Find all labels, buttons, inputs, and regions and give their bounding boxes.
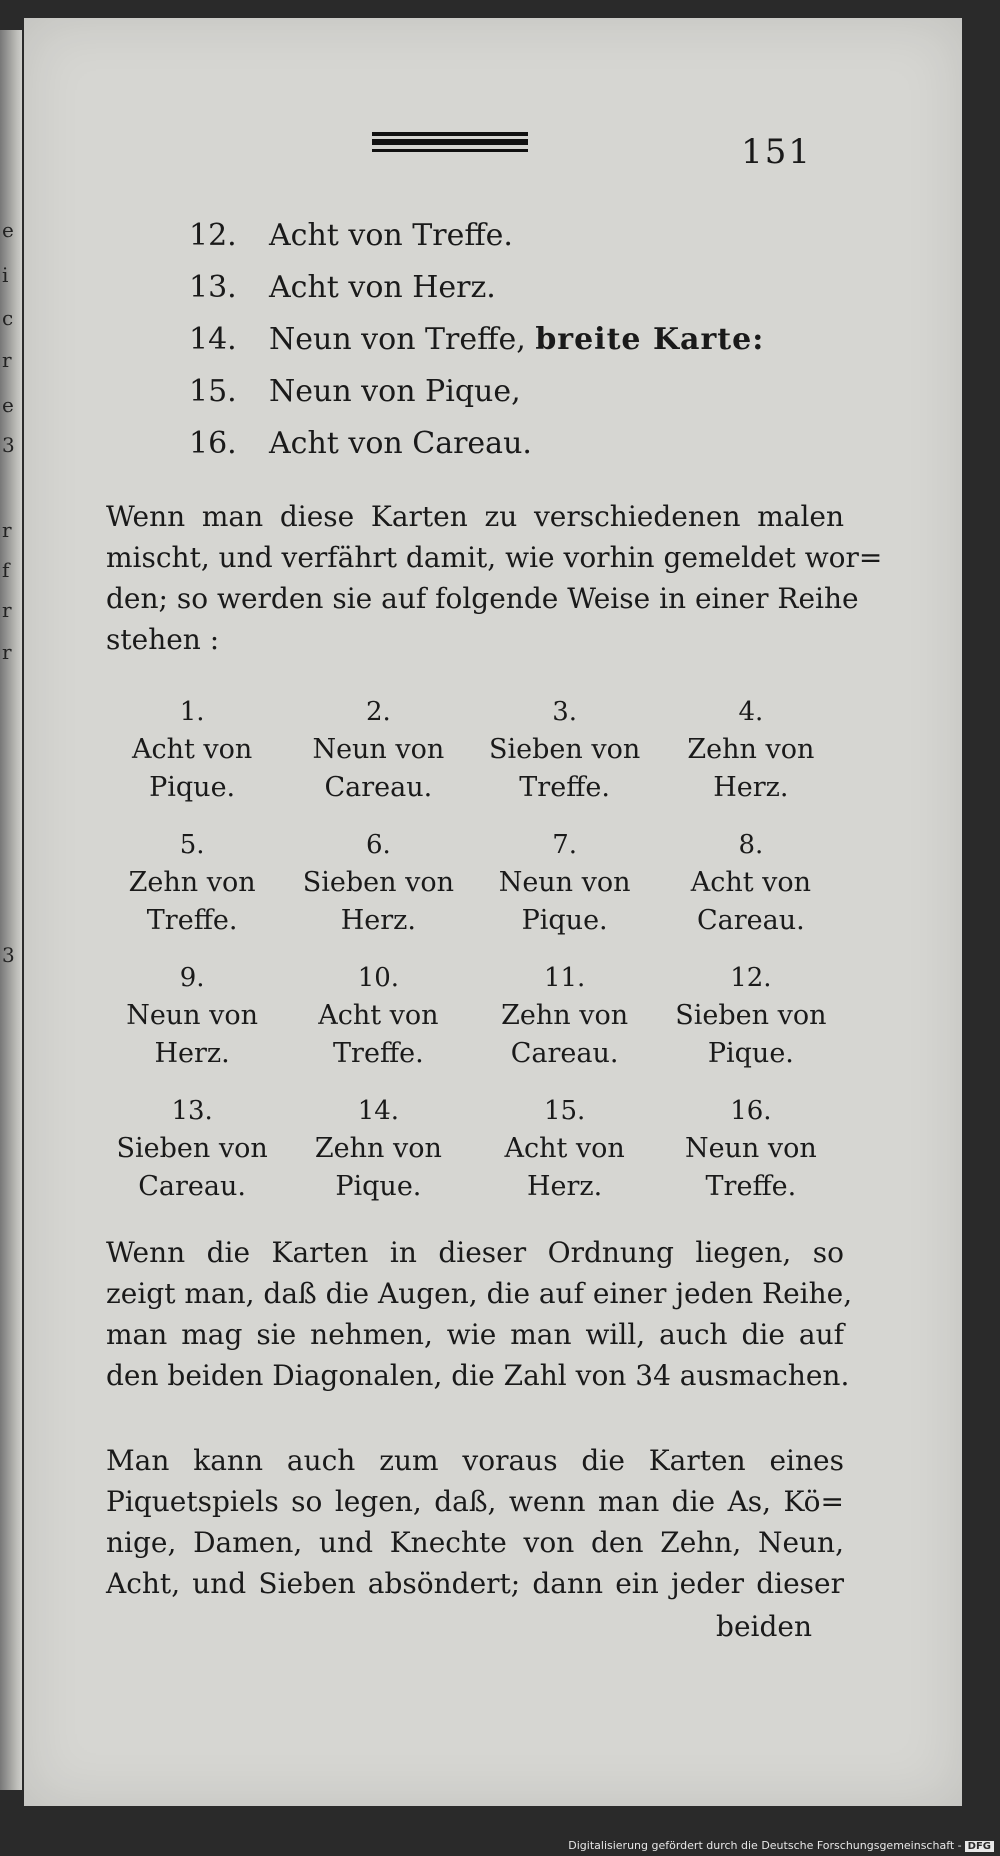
cell-number: 8.: [738, 830, 764, 860]
cell-line: Zehn von: [687, 734, 815, 765]
grid-cell: [472, 959, 658, 1092]
grid-cell: [658, 693, 844, 826]
list-item: [189, 218, 764, 270]
grid-cell: [658, 826, 844, 959]
list-item: [189, 374, 764, 426]
cell-line: Pique.: [149, 772, 236, 803]
grid-cell: [99, 959, 285, 1092]
cell-number: 15.: [543, 1096, 586, 1126]
cell-line: Treffe.: [333, 1038, 424, 1069]
margin-letter: r: [2, 598, 12, 622]
cell-number: 14.: [357, 1096, 400, 1126]
cell-number: 12.: [730, 963, 772, 993]
text-line: mischt, und verfährt damit, wie vorhin gemeldet wor=: [106, 541, 883, 574]
cell-line: Careau.: [138, 1171, 246, 1202]
grid-row: [99, 693, 844, 826]
cell-line: Zehn von: [501, 1000, 629, 1031]
credit-text: Digitalisierung gefördert durch die Deutsche Forschungsgemeinschaft -: [568, 1839, 962, 1852]
cell-line: Careau.: [697, 905, 805, 936]
cell-line: Pique.: [707, 1038, 794, 1069]
cell-line: Acht von: [131, 734, 253, 765]
cell-line: Acht von: [690, 867, 812, 898]
cell-line: Neun von: [126, 1000, 259, 1031]
cell-line: Careau.: [324, 772, 433, 803]
text-line: Wenn man diese Karten zu verschiedenen malen: [106, 500, 844, 533]
cell-line: Neun von: [498, 867, 631, 898]
grid-cell: [658, 1092, 844, 1225]
cell-line: Acht von: [318, 1000, 439, 1031]
cell-line: Neun von: [684, 1133, 817, 1164]
grid-cell: [99, 693, 285, 826]
grid-cell: [99, 826, 285, 959]
cell-line: Acht von: [504, 1133, 625, 1164]
list-number: 15.: [189, 374, 237, 409]
cell-line: Careau.: [510, 1038, 619, 1069]
grid-cell: [285, 826, 471, 959]
text-line: nige, Damen, und Knechte von den Zehn, Neun,: [106, 1526, 844, 1559]
paragraph-shuffle: [106, 496, 883, 660]
cell-line: Pique.: [335, 1171, 422, 1202]
catchword: beiden: [716, 1610, 812, 1643]
paragraph-piquet: [106, 1440, 844, 1604]
list-number: 12.: [189, 218, 237, 253]
list-text: Acht von Careau.: [269, 426, 532, 461]
list-item: [189, 426, 764, 478]
cell-line: Treffe.: [146, 905, 238, 936]
text-line: den; so werden sie auf folgende Weise in einer Reihe: [106, 582, 859, 615]
text-line: den beiden Diagonalen, die Zahl von 34 ausmachen.: [106, 1359, 850, 1392]
text-line: Man kann auch zum voraus die Karten eines: [106, 1444, 844, 1477]
cell-line: Zehn von: [314, 1133, 442, 1164]
text-line: Piquetspiels so legen, daß, wenn man die As, Kö=: [106, 1485, 844, 1518]
card-grid: [99, 693, 844, 1225]
cell-line: Herz.: [713, 772, 789, 803]
cell-number: 16.: [730, 1096, 772, 1126]
cell-line: Treffe.: [519, 772, 610, 803]
cell-number: 3.: [552, 697, 578, 727]
cell-number: 10.: [357, 963, 400, 993]
grid-cell: [99, 1092, 285, 1225]
header-rule: [372, 132, 528, 154]
grid-row: [99, 1092, 844, 1225]
grid-cell: [658, 959, 844, 1092]
grid-cell: [472, 826, 658, 959]
margin-letter: r: [2, 640, 12, 664]
grid-cell: [472, 693, 658, 826]
cell-line: Herz.: [527, 1171, 603, 1202]
grid-cell: [285, 1092, 471, 1225]
card-list: [189, 218, 764, 478]
list-number: 14.: [189, 322, 237, 357]
margin-letter: c: [2, 306, 14, 330]
margin-letter: i: [2, 263, 9, 287]
cell-line: Sieben von: [302, 867, 454, 898]
text-line: Wenn die Karten in dieser Ordnung liegen, so: [106, 1236, 844, 1269]
margin-letter: 3: [2, 433, 15, 457]
facing-page-edge: [0, 30, 22, 1790]
text-line: Acht, und Sieben absöndert; dann ein jeder dieser: [106, 1567, 844, 1600]
cell-number: 4.: [738, 697, 764, 727]
cell-line: Neun von: [312, 734, 445, 765]
list-number: 16.: [189, 426, 237, 461]
cell-number: 5.: [179, 830, 205, 860]
list-text: Neun von Pique,: [269, 374, 521, 409]
margin-letter: r: [2, 348, 12, 372]
list-item: [189, 270, 764, 322]
cell-line: Zehn von: [128, 867, 256, 898]
cell-number: 2.: [365, 697, 391, 727]
cell-line: Herz.: [154, 1038, 230, 1069]
cell-line: Herz.: [340, 905, 416, 936]
cell-number: 7.: [552, 830, 578, 860]
grid-cell: [285, 693, 471, 826]
cell-number: 1.: [179, 697, 205, 727]
book-page: [24, 18, 962, 1806]
page-number: 151: [741, 132, 812, 172]
dfg-logo: DFG: [965, 1841, 994, 1852]
cell-line: Sieben von: [675, 1000, 827, 1031]
cell-number: 9.: [179, 963, 205, 993]
list-text: Neun von Treffe,: [269, 322, 526, 357]
grid-cell: [285, 959, 471, 1092]
margin-letter: r: [2, 518, 12, 542]
cell-number: 11.: [543, 963, 586, 993]
grid-row: [99, 959, 844, 1092]
digitization-credit: [568, 1839, 994, 1852]
margin-letter: f: [2, 558, 10, 582]
margin-letter: e: [2, 218, 14, 242]
cell-line: Treffe.: [705, 1171, 797, 1202]
cell-line: Sieben von: [489, 734, 641, 765]
list-emphasis: breite Karte:: [535, 322, 765, 357]
grid-cell: [472, 1092, 658, 1225]
text-line: zeigt man, daß die Augen, die auf einer jeden Reihe,: [106, 1277, 853, 1310]
paragraph-order: [106, 1232, 853, 1396]
list-text: Acht von Treffe.: [269, 218, 513, 253]
list-text: Acht von Herz.: [269, 270, 496, 305]
cell-number: 6.: [365, 830, 391, 860]
grid-row: [99, 826, 844, 959]
margin-letter: e: [2, 393, 14, 417]
margin-letter: 3: [2, 943, 15, 967]
text-line: man mag sie nehmen, wie man will, auch die auf: [106, 1318, 844, 1351]
cell-number: 13.: [171, 1096, 213, 1126]
text-line: stehen :: [106, 623, 220, 656]
cell-line: Pique.: [521, 905, 608, 936]
list-item: [189, 322, 764, 374]
list-number: 13.: [189, 270, 237, 305]
cell-line: Sieben von: [116, 1133, 268, 1164]
